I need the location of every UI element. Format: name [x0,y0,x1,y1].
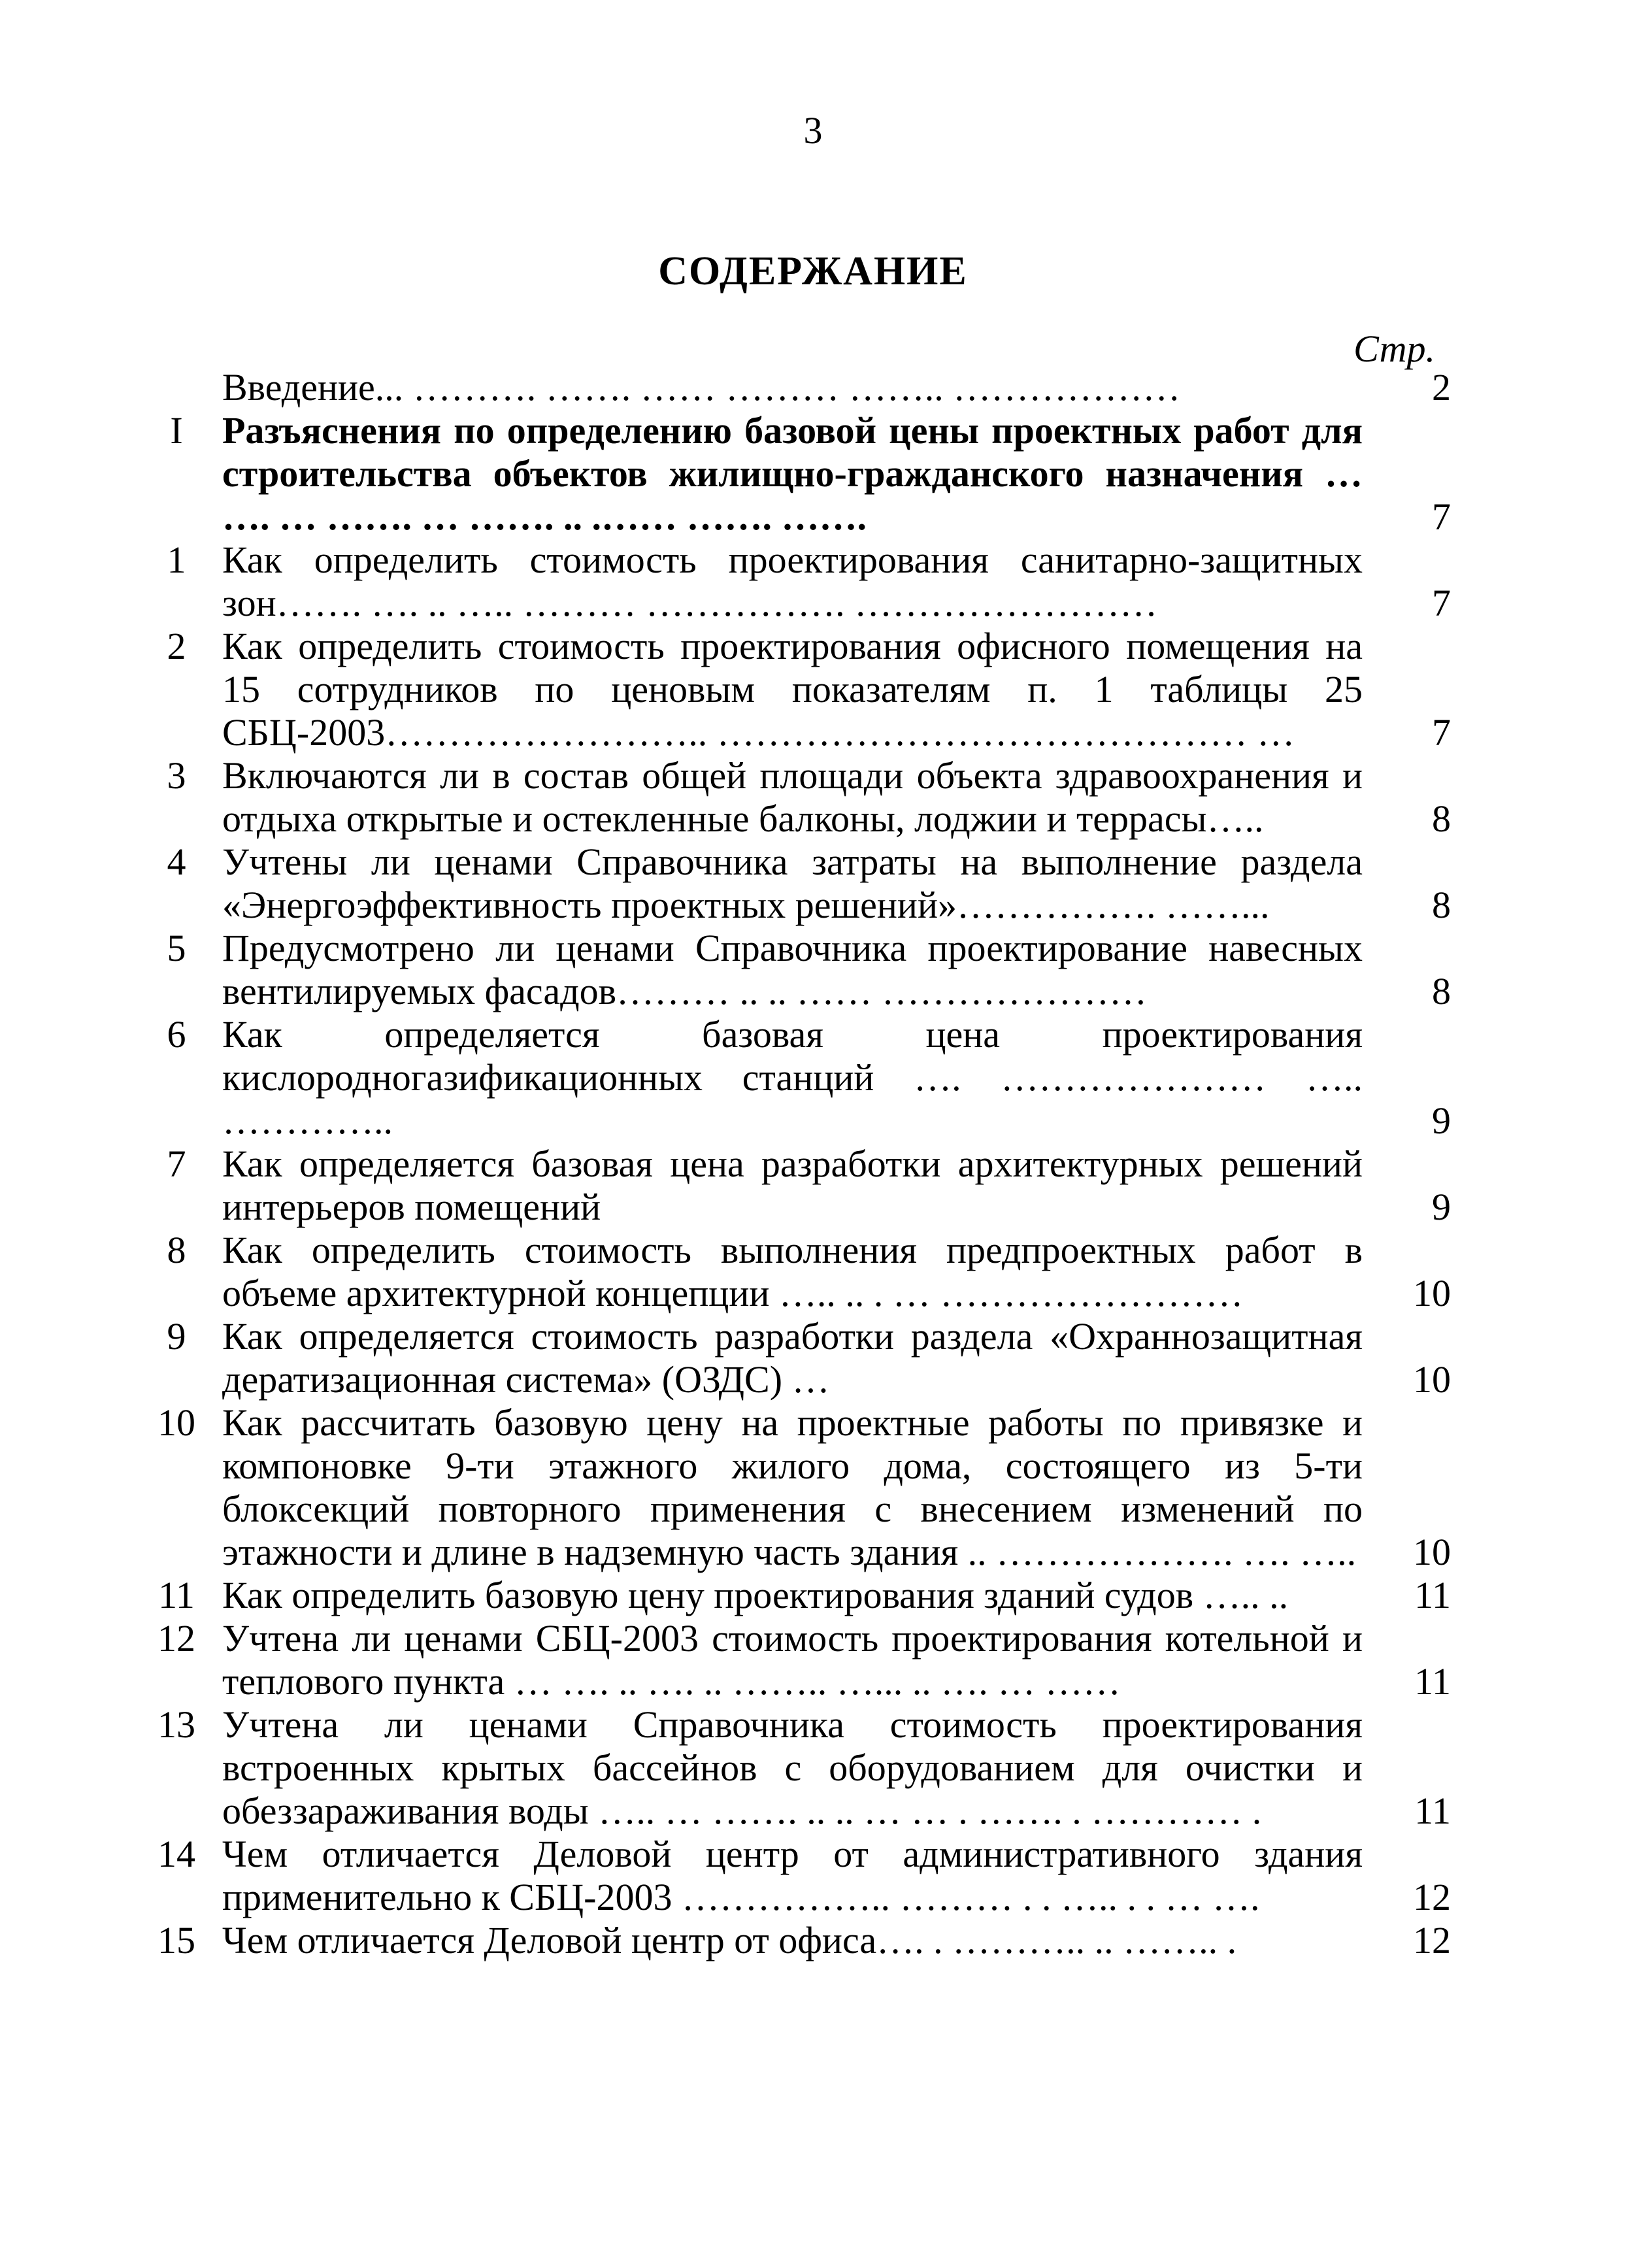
toc-entry-page: 10 [1413,1531,1451,1573]
page-title: СОДЕРЖАНИЕ [658,249,968,293]
toc-entry-number: 5 [167,927,186,969]
table-of-contents [144,366,1451,1962]
toc-entry-title: Как определить стоимость выполнения предпроектных работ в объеме архитектурной концепции ….. .. . … …………………… [222,1229,1363,1314]
toc-entry-number: 1 [167,539,186,581]
toc-entry [144,409,1451,539]
toc-entry-page: 2 [1432,366,1451,409]
toc-entry [144,841,1451,927]
toc-entry-title: Как определить стоимость проектирования санитарно-защитных зон……. …. .. ….. ……… ……………. …………………… [222,539,1363,624]
toc-entry [144,754,1451,841]
toc-entry-page: 11 [1414,1574,1451,1616]
toc-entry [144,1142,1451,1229]
toc-entry-number: 4 [167,841,186,883]
toc-entry-number: 7 [167,1142,186,1185]
toc-entry-title: Чем отличается Деловой центр от офиса…. . ……….. .. …….. . [222,1919,1237,1961]
toc-entry-page: 10 [1413,1272,1451,1314]
toc-entry-title: Разъяснения по определению базовой цены проектных работ для строительства объектов жилищно-гражданского назначения … …. … ……. … ……. .. .…… ……. ……. [222,409,1363,538]
toc-entry-number: 8 [167,1229,186,1271]
toc-entry-page: 9 [1432,1099,1451,1142]
toc-entry-number: 10 [158,1401,195,1444]
toc-entry-page: 7 [1432,711,1451,754]
toc-entry [144,539,1451,625]
toc-entry-number: 6 [167,1013,186,1056]
pages-column-header: Стр. [1353,327,1435,370]
toc-entry-title: Учтена ли ценами СБЦ-2003 стоимость проектирования котельной и теплового пункта … …. .. …. .. …….. …... .. …. … …… [222,1617,1363,1703]
toc-entry-page: 12 [1413,1876,1451,1918]
toc-entry-number: 9 [167,1315,186,1358]
toc-entry [144,1574,1451,1617]
toc-entry-page: 8 [1432,797,1451,840]
toc-entry [144,1229,1451,1315]
toc-entry-number: I [170,409,183,452]
toc-entry-title: Чем отличается Деловой центр от административного здания применительно к СБЦ-2003 …………….. ……… . . ….. . . … …. [222,1833,1363,1918]
toc-entry-number: 14 [158,1833,195,1875]
toc-entry [144,1315,1451,1401]
toc-entry-page: 11 [1414,1660,1451,1703]
toc-entry [144,625,1451,754]
toc-entry-number: 3 [167,754,186,797]
toc-entry [144,366,1451,409]
toc-entry [144,927,1451,1013]
toc-entry-number: 2 [167,625,186,667]
toc-entry [144,1703,1451,1833]
toc-entry-number: 12 [158,1617,195,1659]
page-number: 3 [803,109,823,152]
toc-entry-title: Как определяется базовая цена проектирования кислородногазификационных станций …. ………………… ….. ………….. [222,1013,1363,1142]
toc-entry [144,1013,1451,1142]
toc-entry-title: Включаются ли в состав общей площади объекта здравоохранения и отдыха открытые и остекленные балконы, лоджии и террасы….. [222,754,1363,840]
toc-entry [144,1401,1451,1574]
toc-entry-title: Как определить базовую цену проектирования зданий судов ….. .. [222,1574,1289,1616]
toc-entry-page: 8 [1432,884,1451,926]
toc-entry-title: Учтена ли ценами Справочника стоимость проектирования встроенных крытых бассейнов с оборудованием для очистки и обеззараживания воды ….. … ……. .. .. … … . ……. . ………… . [222,1703,1363,1832]
toc-entry-page: 7 [1432,582,1451,624]
toc-entry-title: Как определяется стоимость разработки раздела «Охраннозащитная дератизационная система» (ОЗДС) … [222,1315,1363,1401]
toc-entry-page: 12 [1413,1919,1451,1961]
toc-entry-title: Предусмотрено ли ценами Справочника проектирование навесных вентилируемых фасадов……… .. .. …… ………………… [222,927,1363,1012]
toc-entry-page: 9 [1432,1186,1451,1228]
toc-entry-number: 13 [158,1703,195,1746]
toc-entry-page: 7 [1432,495,1451,538]
toc-entry-page: 8 [1432,970,1451,1012]
toc-entry-title: Учтены ли ценами Справочника затраты на выполнение раздела «Энергоэффективность проектных решений»……………. ……... [222,841,1363,926]
toc-entry [144,1919,1451,1962]
toc-entry-title: Введение... ………. ……. …… ……… …….. ……………… [222,366,1181,409]
toc-entry-number: 11 [158,1574,195,1616]
toc-entry-title: Как определить стоимость проектирования офисного помещения на 15 сотрудников по ценовым показателям п. 1 таблицы 25 СБЦ-2003…………………….. …………………………………… … [222,625,1363,754]
toc-entry [144,1617,1451,1703]
toc-entry-title: Как рассчитать базовую цену на проектные работы по привязке и компоновке 9-ти этажного жилого дома, состоящего из 5-ти блоксекций повторного применения с внесением изменений по этажности и длине в надземную часть здания .. ………………. …. ….. [222,1401,1363,1573]
toc-entry-number: 15 [158,1919,195,1961]
toc-entry-title: Как определяется базовая цена разработки архитектурных решений интерьеров помещений [222,1142,1363,1228]
toc-entry [144,1833,1451,1919]
toc-entry-page: 10 [1413,1358,1451,1401]
toc-entry-page: 11 [1414,1790,1451,1832]
